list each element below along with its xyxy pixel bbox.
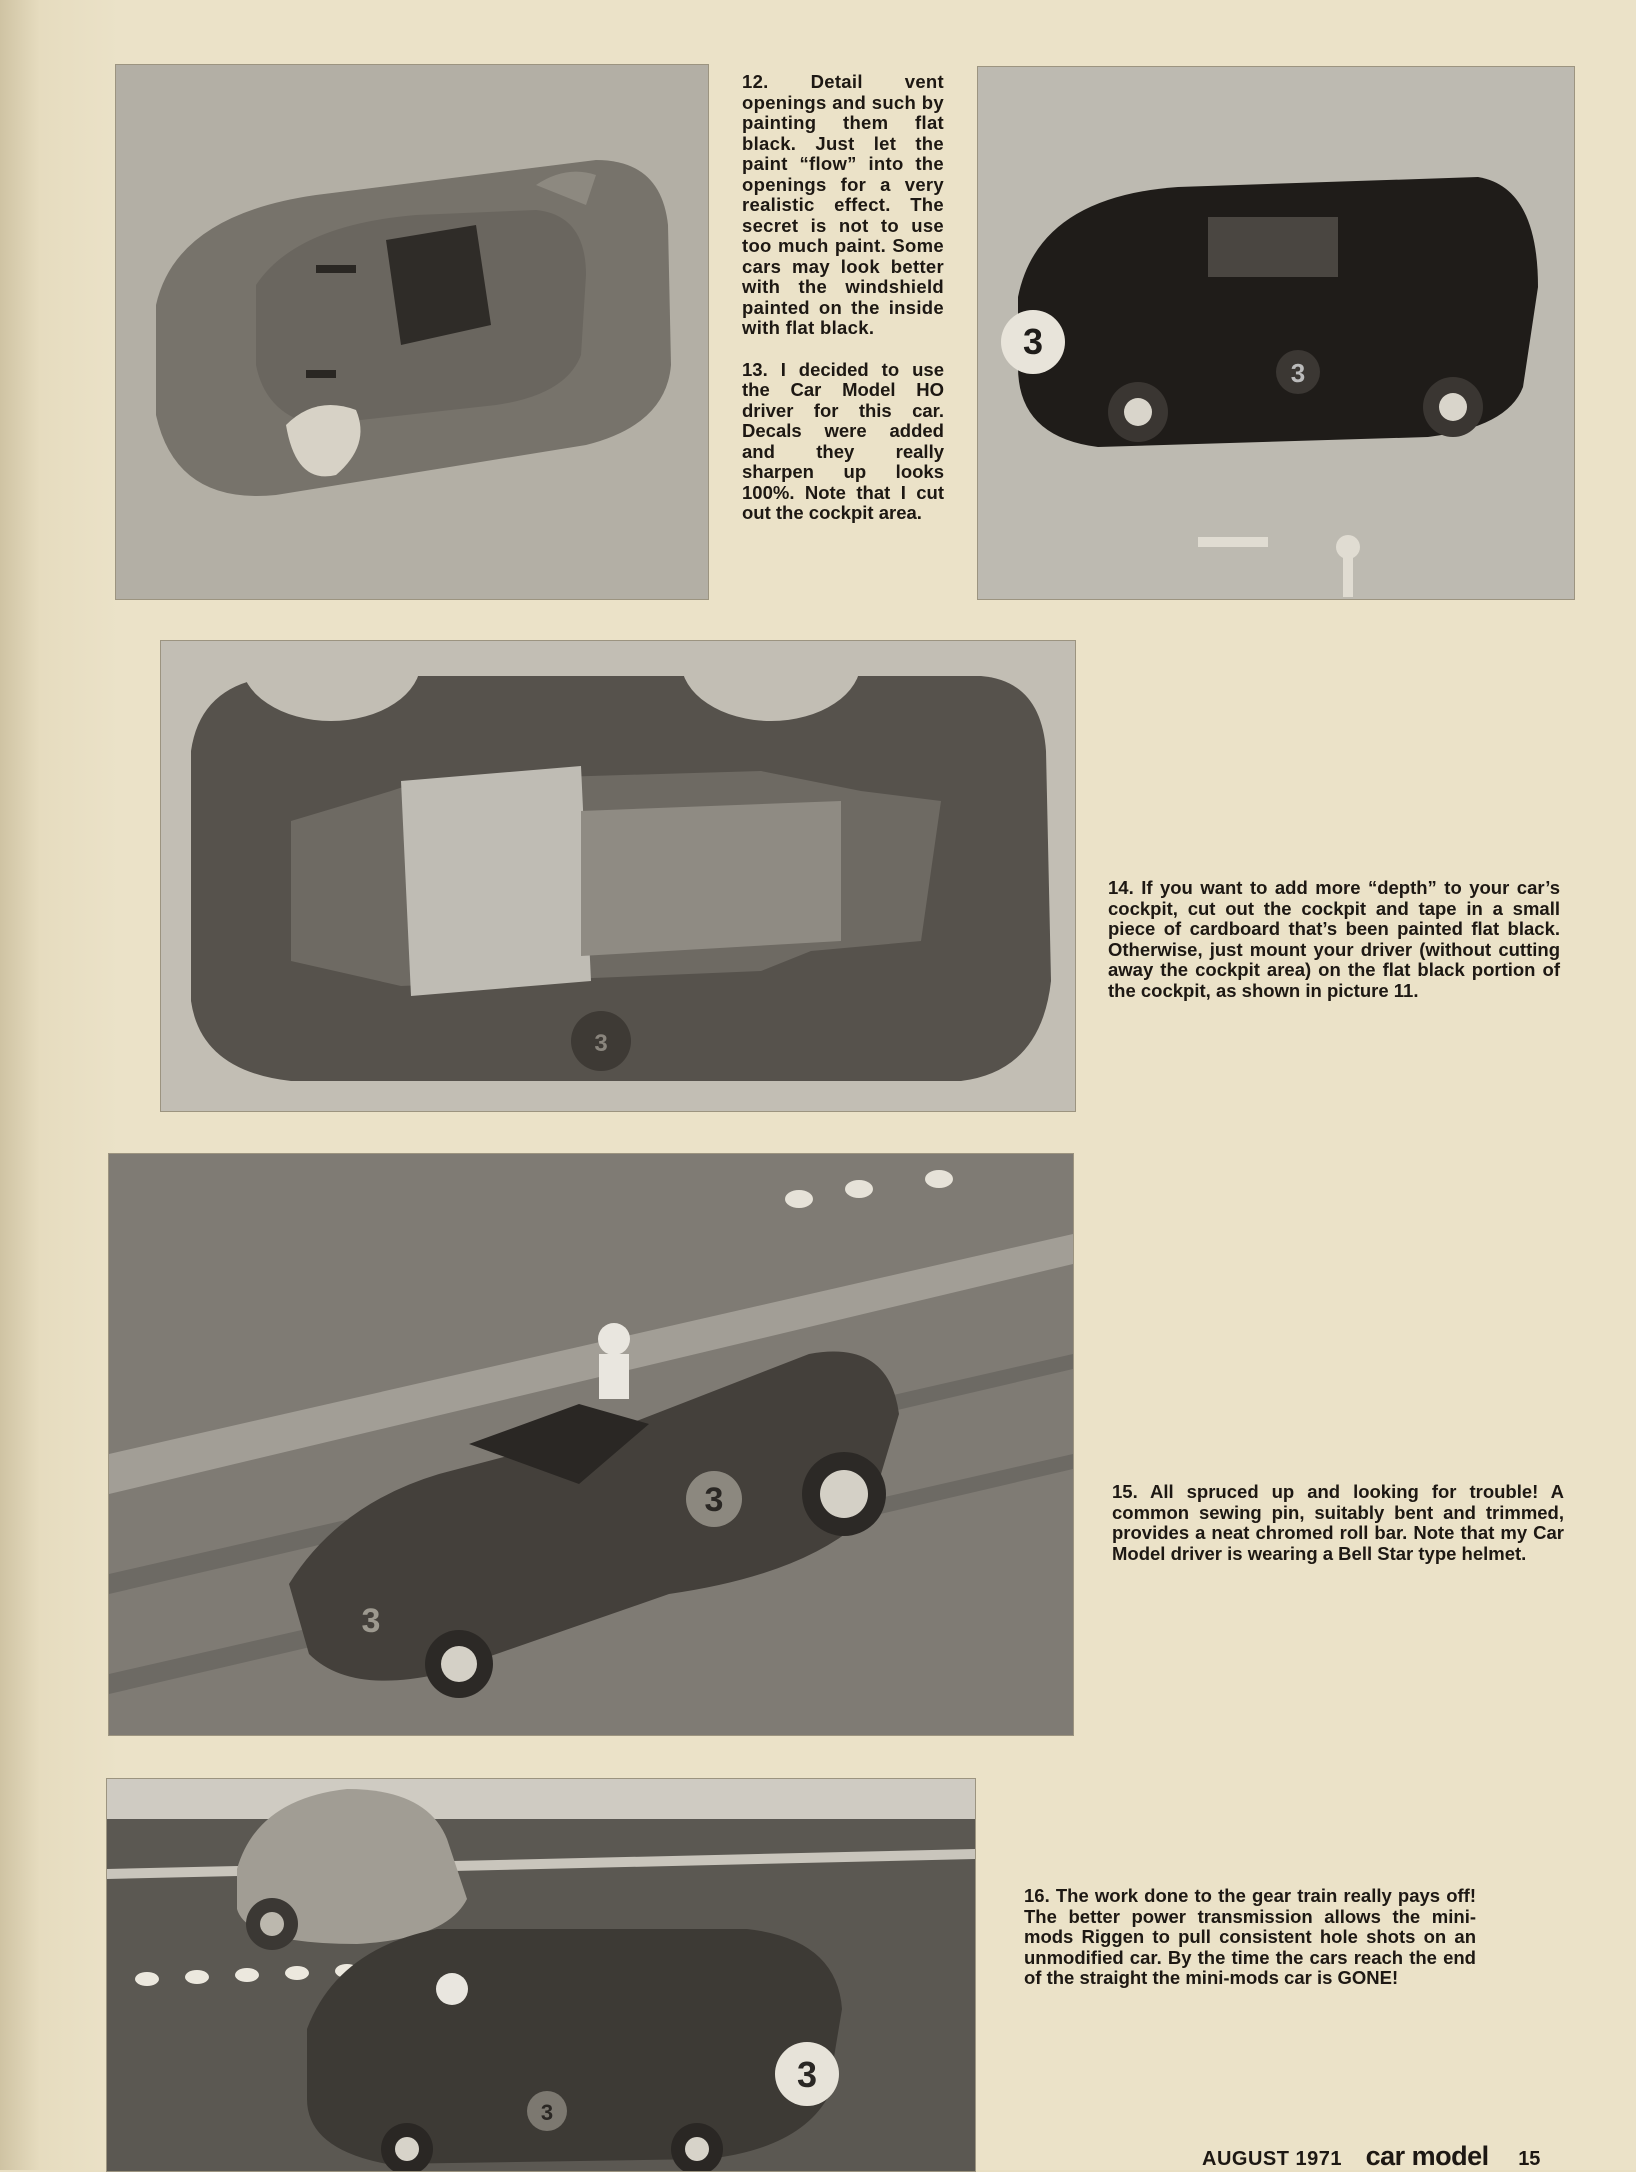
- side-number-15-text: 3: [704, 1481, 724, 1519]
- magazine-name: car model: [1365, 2141, 1489, 2171]
- track-car-illustration: [109, 1154, 1073, 1735]
- door-number-16-text: 3: [796, 2054, 818, 2095]
- caption-15-text: 15. All spruced up and looking for trouble! A common sewing pin, suitably bent and trimmed, provides a neat chromed roll bar. Note that my Car Model driver is wearing a Bell Star type helmet.: [1112, 1481, 1564, 1564]
- photo-car-on-track-with-driver: [108, 1153, 1074, 1736]
- caption-12: 12. Detail vent openings and such by painting them flat black. Just let the paint “flow” into the openings for a very realistic effect. The secret is not to use too much paint. Some cars may look better with the windshield painted on the inside with flat black.: [742, 71, 944, 338]
- page-footer: [1202, 2141, 1540, 2172]
- caption-13: 13. I decided to use the Car Model HO driver for this car. Decals were added and they really sharpen up looks 100%. Note that I cut out the cockpit area.: [742, 358, 944, 523]
- caption-16-text: 16. The work done to the gear train really pays off! The better power transmission allows the mini-mods Riggen to pull consistent hole shots on an unmodified car. By the time the cars reach the end of the straight the mini-mods car is GONE!: [1024, 1885, 1476, 1988]
- underside-number-text: 3: [594, 1030, 608, 1057]
- photo-car-body-underside: [160, 640, 1076, 1112]
- car-body-illustration: [116, 65, 708, 599]
- photo-finished-car-number-3: [977, 66, 1575, 600]
- nose-number-15-text: 3: [361, 1602, 381, 1640]
- body-underside-illustration: [161, 641, 1075, 1111]
- side-number-16-text: 3: [540, 2100, 554, 2125]
- race-illustration: [107, 1779, 975, 2171]
- issue-date: AUGUST 1971: [1202, 2148, 1342, 2170]
- page-number: 15: [1518, 2148, 1541, 2170]
- side-number-text: 3: [1290, 358, 1306, 388]
- finished-car-illustration: [978, 67, 1574, 599]
- hood-number-text: 3: [1022, 321, 1044, 362]
- caption-spacer: [742, 339, 944, 360]
- caption-14-text: 14. If you want to add more “depth” to your car’s cockpit, cut out the cockpit and tape in a small piece of cardboard that’s been painted flat black. Otherwise, just mount your driver (without cutting away the cockpit area) on the flat black portion of the cockpit, as shown in picture 11.: [1108, 877, 1560, 1001]
- caption-16: [1024, 1886, 1476, 1989]
- photo-car-body-top-view: [115, 64, 709, 600]
- photo-two-cars-racing: [106, 1778, 976, 2172]
- caption-14: [1108, 878, 1560, 1001]
- caption-column-12-13: [742, 72, 944, 524]
- caption-15: [1112, 1482, 1564, 1564]
